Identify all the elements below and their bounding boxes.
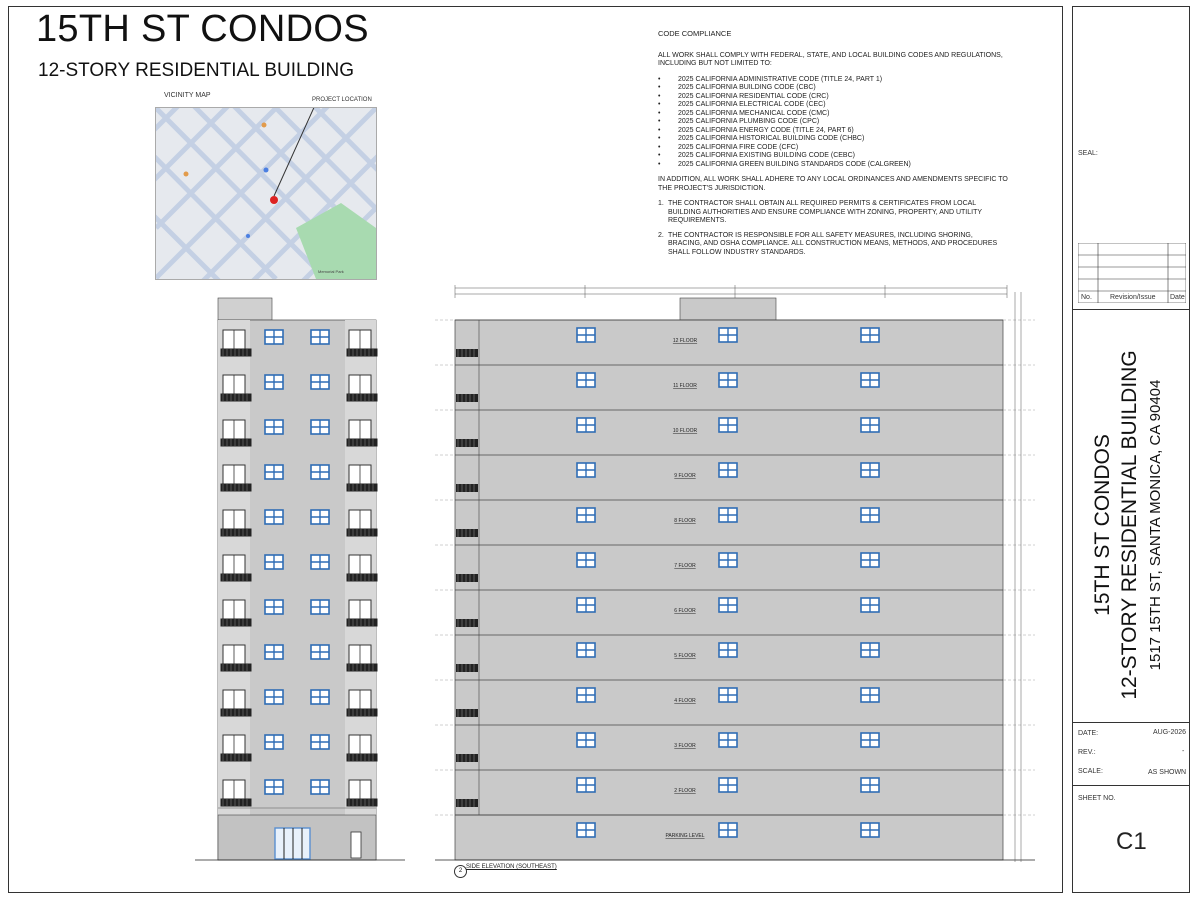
date-label: DATE:	[1078, 730, 1099, 737]
scale-label: SCALE:	[1078, 768, 1103, 775]
window	[719, 553, 737, 567]
window	[577, 688, 595, 702]
sheet-number: C1	[1116, 828, 1147, 855]
rev-col-date: Date	[1170, 294, 1185, 301]
tb-project-name: 15TH ST CONDOS	[1091, 434, 1114, 616]
window	[719, 733, 737, 747]
code-item: • 2025 CALIFORNIA GREEN BUILDING STANDARDS CODE (CALGREEN)	[658, 161, 1008, 170]
code-item: • 2025 CALIFORNIA FIRE CODE (CFC)	[658, 144, 1008, 153]
date-value: AUG-2026	[1153, 729, 1187, 736]
window	[861, 418, 879, 432]
window	[265, 465, 283, 479]
window	[577, 733, 595, 747]
code-addition: IN ADDITION, ALL WORK SHALL ADHERE TO ANY LOCAL ORDINANCES AND AMENDMENTS SPECIFIC TO THE PROJECT'S JURISDICTION.	[658, 176, 1008, 192]
note-item	[658, 232, 1008, 258]
floor-label: 2 FLOOR	[674, 788, 696, 794]
window	[861, 328, 879, 342]
window	[265, 420, 283, 434]
scale-value: AS SHOWN	[1148, 769, 1187, 776]
window	[577, 643, 595, 657]
floor-label: 11 FLOOR	[673, 383, 697, 389]
window	[265, 375, 283, 389]
balcony-rail	[456, 664, 478, 672]
window	[311, 510, 329, 524]
rev-col-no: No.	[1081, 294, 1092, 301]
window	[577, 553, 595, 567]
code-item: • 2025 CALIFORNIA MECHANICAL CODE (CMC)	[658, 110, 1008, 119]
window	[719, 823, 737, 837]
seal-label: SEAL:	[1078, 150, 1098, 157]
code-item: • 2025 CALIFORNIA ELECTRICAL CODE (CEC)	[658, 101, 1008, 110]
window	[719, 643, 737, 657]
balcony-rail	[456, 754, 478, 762]
vicinity-map[interactable]	[155, 107, 377, 280]
window	[311, 555, 329, 569]
note-text: THE CONTRACTOR SHALL OBTAIN ALL REQUIRED PERMITS & CERTIFICATES FROM LOCAL BUILDING AUTHORITIES AND ENSURE COMPLIANCE WITH ZONING, PROPERTY, AND UTILITY REQUIREMENTS.	[668, 200, 982, 224]
window	[861, 508, 879, 522]
window	[265, 510, 283, 524]
window	[265, 600, 283, 614]
balcony-rail	[456, 484, 478, 492]
code-heading: CODE COMPLIANCE	[658, 29, 732, 38]
floor-label: 9 FLOOR	[674, 473, 696, 479]
code-item: • 2025 CALIFORNIA BUILDING CODE (CBC)	[658, 84, 1008, 93]
side-elevation	[435, 282, 1035, 882]
park-label: Memorial Park	[318, 269, 344, 274]
window	[577, 778, 595, 792]
code-item: • 2025 CALIFORNIA EXISTING BUILDING CODE (CEBC)	[658, 152, 1008, 161]
window	[311, 465, 329, 479]
window	[311, 420, 329, 434]
window	[311, 735, 329, 749]
floor-label: 12 FLOOR	[672, 338, 698, 344]
note-list	[658, 200, 1008, 257]
front-elevation	[195, 296, 405, 866]
elevation-number-badge: 2	[454, 865, 467, 878]
window	[577, 463, 595, 477]
note-text: THE CONTRACTOR IS RESPONSIBLE FOR ALL SAFETY MEASURES, INCLUDING SHORING, BRACING, AND OSHA COMPLIANCE. ALL CONSTRUCTION MEANS, METHODS, AND PROCEDURES SHALL FOLLOW INDUSTRY STANDARDS.	[668, 231, 998, 256]
floor-label: 7 FLOOR	[674, 563, 696, 569]
page-subtitle: 12-STORY RESIDENTIAL BUILDING	[38, 60, 355, 81]
balcony-rail	[456, 574, 478, 582]
window	[311, 375, 329, 389]
window	[861, 733, 879, 747]
note-item	[658, 200, 1008, 226]
title-block-divider-3	[1072, 785, 1190, 786]
window	[265, 330, 283, 344]
floor-label: 3 FLOOR	[674, 743, 696, 749]
code-item: • 2025 CALIFORNIA ENERGY CODE (TITLE 24, PART 6)	[658, 127, 1008, 136]
window	[265, 690, 283, 704]
note-number: 1.	[658, 200, 664, 207]
window	[719, 373, 737, 387]
window	[577, 328, 595, 342]
window	[861, 373, 879, 387]
window	[311, 645, 329, 659]
entrance-doors	[275, 828, 310, 859]
front-elevation-graphic	[195, 296, 405, 866]
window	[577, 373, 595, 387]
project-info-vertical	[1090, 330, 1172, 720]
window	[577, 508, 595, 522]
floor-label: 4 FLOOR	[674, 698, 696, 704]
code-item: • 2025 CALIFORNIA PLUMBING CODE (CPC)	[658, 118, 1008, 127]
balcony-rail	[456, 619, 478, 627]
vicinity-map-label: VICINITY MAP	[164, 92, 211, 99]
rev-label: REV.:	[1078, 749, 1096, 756]
window	[861, 643, 879, 657]
window	[861, 553, 879, 567]
window	[719, 463, 737, 477]
revision-table	[1078, 243, 1186, 303]
window	[577, 418, 595, 432]
window	[719, 328, 737, 342]
window	[861, 688, 879, 702]
window	[861, 598, 879, 612]
window	[719, 598, 737, 612]
window	[311, 600, 329, 614]
window	[861, 778, 879, 792]
window	[577, 823, 595, 837]
floor-label: 6 FLOOR	[674, 608, 696, 614]
rev-col-revision: Revision/Issue	[1110, 294, 1156, 301]
code-compliance-notes	[655, 28, 1015, 260]
service-door	[351, 832, 361, 858]
rev-value: -	[1182, 748, 1185, 755]
code-list	[658, 76, 1008, 170]
balcony-rail	[456, 529, 478, 537]
code-item: • 2025 CALIFORNIA RESIDENTIAL CODE (CRC)	[658, 93, 1008, 102]
floor-label: 5 FLOOR	[674, 653, 696, 659]
window	[719, 778, 737, 792]
code-item: • 2025 CALIFORNIA HISTORICAL BUILDING CODE (CHBC)	[658, 135, 1008, 144]
window	[311, 780, 329, 794]
window	[311, 690, 329, 704]
window	[861, 823, 879, 837]
vicinity-map-graphic	[156, 108, 376, 279]
roof-structure	[218, 298, 272, 320]
window	[265, 780, 283, 794]
page-title: 15TH ST CONDOS	[36, 8, 369, 50]
floor-label: 10 FLOOR	[672, 428, 698, 434]
balcony-rail	[456, 439, 478, 447]
tb-project-type: 12-STORY RESIDENTIAL BUILDING	[1118, 350, 1141, 700]
window	[719, 688, 737, 702]
note-number: 2.	[658, 231, 664, 239]
balcony-rail	[456, 799, 478, 807]
sheet-label: SHEET NO.	[1078, 795, 1116, 802]
side-elevation-graphic	[435, 282, 1035, 882]
floor-label: PARKING LEVEL	[665, 833, 705, 839]
window	[577, 598, 595, 612]
balcony-rail	[456, 394, 478, 402]
code-item: • 2025 CALIFORNIA ADMINISTRATIVE CODE (TITLE 24, PART 1)	[658, 76, 1008, 85]
window	[861, 463, 879, 477]
window	[265, 645, 283, 659]
balcony-rail	[456, 349, 478, 357]
roof-structure	[680, 298, 776, 320]
title-block-divider-2	[1072, 722, 1190, 723]
window	[265, 735, 283, 749]
elevation-caption: SIDE ELEVATION (SOUTHEAST)	[466, 864, 557, 870]
code-intro: ALL WORK SHALL COMPLY WITH FEDERAL, STATE, AND LOCAL BUILDING CODES AND REGULATIONS, INCLUDING BUT NOT LIMITED TO:	[658, 51, 1003, 67]
window	[719, 418, 737, 432]
window	[311, 330, 329, 344]
window	[265, 555, 283, 569]
tb-address: 1517 15TH ST, SANTA MONICA, CA 90404	[1147, 379, 1164, 671]
project-location-label: PROJECT LOCATION	[312, 97, 372, 103]
floor-label: 8 FLOOR	[674, 518, 696, 524]
title-block-divider	[1072, 309, 1190, 310]
window	[719, 508, 737, 522]
balcony-rail	[456, 709, 478, 717]
